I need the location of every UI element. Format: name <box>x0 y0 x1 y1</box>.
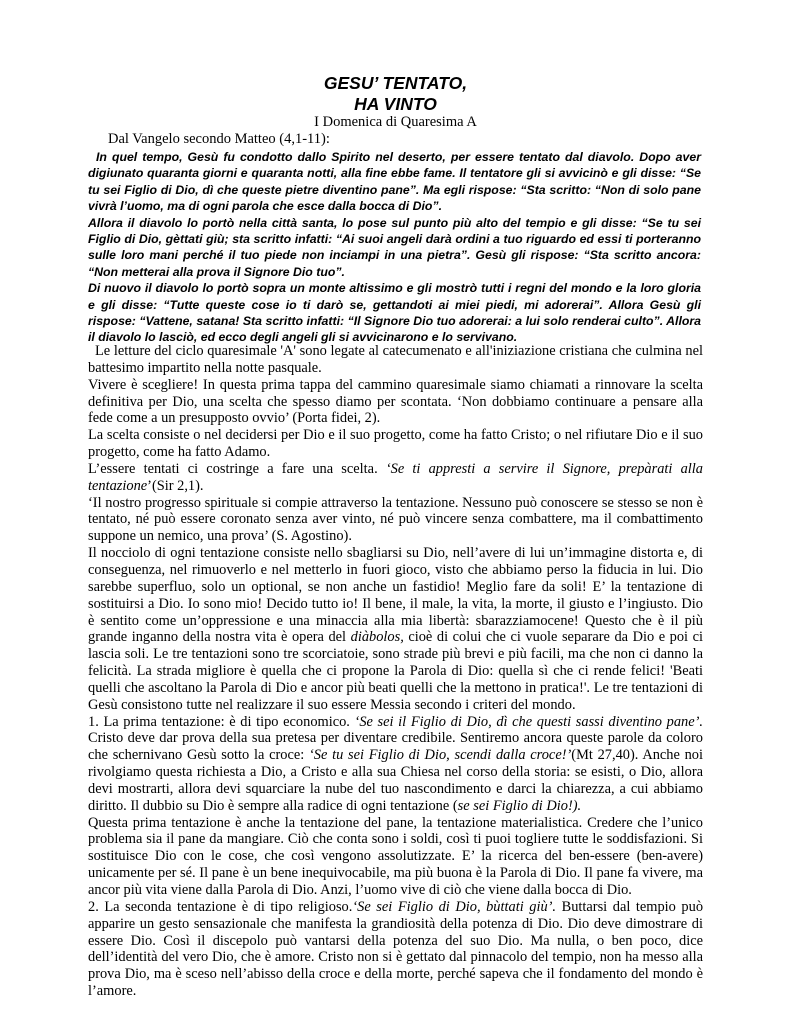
scripture-quote: ‘Se ti appresti a servire il Signore, prepàrati alla tentazione <box>88 460 703 494</box>
gospel-passage <box>88 149 701 346</box>
title-line-2: HA VINTO <box>354 94 437 114</box>
title-line-1: GESU’ TENTATO, <box>323 73 468 93</box>
body-paragraph: Vivere è scegliere! In questa prima tappa del cammino quaresimale siamo chiamati a rinnovare la scelta definitiva per Dio, una scelta che spesso diamo per scontata. ‘Non dobbiamo continuare a pensare alla fede come a un presupposto ovvio’ (Porta fidei, 2). <box>88 376 703 427</box>
gospel-paragraph: Di nuovo il diavolo lo portò sopra un monte altissimo e gli mostrò tutti i regni del mondo e la loro gloria e gli disse: “Tutte queste cose io ti darò se, gettandoti ai miei piedi, mi adorerai”. Allora Gesù gli rispose: “Vattene, satana! Sta scritto infatti: “Il Signore Dio tuo adorerai: a lui solo renderai culto”. Allora il diavolo lo lasciò, ed ecco degli angeli gli si avvicinarono e lo servivano. <box>88 281 701 345</box>
subtitle: I Domenica di Quaresima A <box>314 114 477 130</box>
body-paragraph <box>88 545 703 713</box>
gospel-paragraph: In quel tempo, Gesù fu condotto dallo Spirito nel deserto, per essere tentato dal diavolo. Dopo aver digiunato quaranta giorni e quaranta notti, alla fine ebbe fame. Il tentatore gli si avvicinò e gli disse: “Se tu sei Figlio di Dio, dì che queste pietre diventino pane”. Ma egli rispose: “Sta scritto: “Non di solo pane vivrà l’uomo, ma di ogni parola che esce dalla bocca di Dio”. <box>88 150 701 214</box>
text-run: Buttarsi dal tempio può apparire un gesto sensazionale che manifesta la grandiosità della potenza di Dio. Dio deve dimostrare di essere Dio. Così il discepolo può vantarsi della potenza del suo Dio. Ma nulla, o ben poco, dice dell’identità del vero Dio, che è amore. Cristo non si è gettato dal pinnacolo del tempio, non ha messo alla prova Dio, ma è sceso nell’abisso della croce e della morte, perché sapeva che il fondamento del mondo è l’amore. <box>88 898 704 1000</box>
greek-term: diàbolos, <box>350 629 404 646</box>
body-paragraph: ‘Il nostro progresso spirituale si compie attraverso la tentazione. Nessuno può conoscere se stesso se non è tentato, né può essere coronato senza aver vinto, né può vincere senza combattere, ma il combattimento suppone un nemico, una prova’ (S. Agostino). <box>88 494 703 545</box>
body-paragraph <box>88 714 703 815</box>
text-run: Cristo deve dar prova della sua pretesa per diventare credibile. Sentiremo ancora queste parole da coloro che schernivano Gesù sotto la croce: <box>88 730 703 764</box>
body-paragraph <box>88 899 703 1000</box>
text-run: 2. La seconda tentazione è di tipo religioso. <box>88 898 353 915</box>
scripture-quote: ‘Se sei il Figlio di Dio, dì che questi sassi diventino pane’. <box>354 713 703 730</box>
text-run: Il nocciolo di ogni tentazione consiste nello sbagliarsi su Dio, nell’avere di lui un’immagine distorta e, di conseguenza, nel rimuoverlo e nel metterlo in fuori gioco, visto che abbiamo perso la fiducia in lui. Dio sarebbe superfluo, solo un optional, se non anche un fastidio! Meglio fare da soli! E’ la tentazione di sostituirsi a Dio. Io sono mio! Decido tutto io! Il bene, il male, la vita, la morte, il giusto e l’ingiusto. Dio è sentito come un’oppressione e una minaccia alla mia libertà: sbarazziamocene! Questo che è il più grande inganno della nostra vita è opera del <box>88 545 703 646</box>
scripture-quote: ‘Se tu sei Figlio di Dio, scendi dalla croce!’ <box>308 747 572 764</box>
body-paragraph <box>88 461 703 495</box>
text-run: (Mt 27,40). Anche noi rivolgiamo questa richiesta a Dio, a Cristo e alla sua Chiesa nel corso della storia: se esisti, o Dio, allora devi mostrarti, allora devi squarciare la nube del tuo nascondimento e darci la chiarezza, a cui abbiamo diritto. Il dubbio su Dio è sempre alla radice di ogni tentazione ( <box>88 747 703 814</box>
text-run: 1. La prima tentazione: è di tipo economico. <box>88 713 355 730</box>
text-run: cioè di colui che ci vuole separare da Dio e poi ci lascia soli. Le tre tentazioni sono tre scorciatoie, sono strade più brevi e più facili, ma che non ci danno la felicità. La strada migliore è quella che ci propone la Parola di Dio: quella sì che ci rende felici! 'Beati quelli che ascoltano la Parola di Dio e ancor più beati quelli che la mettono in pratica!'. Le tre tentazioni di Gesù consistono tutte nel realizzare il suo essere Messia secondo i criteri del mondo. <box>88 629 704 713</box>
body-paragraph: La scelta consiste o nel decidersi per Dio e il suo progetto, come ha fatto Cristo; o nel rifiutare Dio e il suo progetto, come ha fatto Adamo. <box>88 427 703 461</box>
text-run: L’essere tentati ci costringe a fare una scelta. <box>88 460 386 477</box>
body-paragraph: Le letture del ciclo quaresimale 'A' sono legate al catecumenato e all'iniziazione cristiana che culmina nel battesimo impartito nella notte pasquale. <box>88 343 703 376</box>
text-run: ’(Sir 2,1). <box>147 477 204 494</box>
gospel-source: Dal Vangelo secondo Matteo (4,1-11): <box>108 131 330 147</box>
body-paragraph: Questa prima tentazione è anche la tentazione del pane, la tentazione materialistica. Credere che l’unico problema sia il pane da mangiare. Ciò che conta sono i soldi, così ti puoi togliere tutte le soddisfazioni. Si sostituisce Dio con le cose, che così vengono assolutizzate. E’ la ricerca del ben-essere (ben-avere) unicamente per sé. Il pane è un bene inequivocabile, ma più buona è la Parola di Dio. Il pane fa vivere, ma ancor più vita viene dalla Parola di Dio. Anzi, l’uomo vive di ciò che viene dalla bocca di Dio. <box>88 814 703 898</box>
commentary-body <box>88 343 703 1000</box>
scripture-quote: ‘Se sei Figlio di Dio, bùttati giù’. <box>352 898 557 915</box>
scripture-quote: se sei Figlio di Dio!). <box>457 797 582 814</box>
gospel-paragraph: Allora il diavolo lo portò nella città santa, lo pose sul punto più alto del tempio e gli disse: “Se tu sei Figlio di Dio, gèttati giù; sta scritto infatti: “Ai suoi angeli darà ordini a tuo riguardo ed essi ti porteranno sulle loro mani perché il tuo piede non inciampi in una pietra”. Gesù gli rispose: “Sta scritto ancora: “Non metterai alla prova il Signore Dio tuo”. <box>88 215 701 279</box>
